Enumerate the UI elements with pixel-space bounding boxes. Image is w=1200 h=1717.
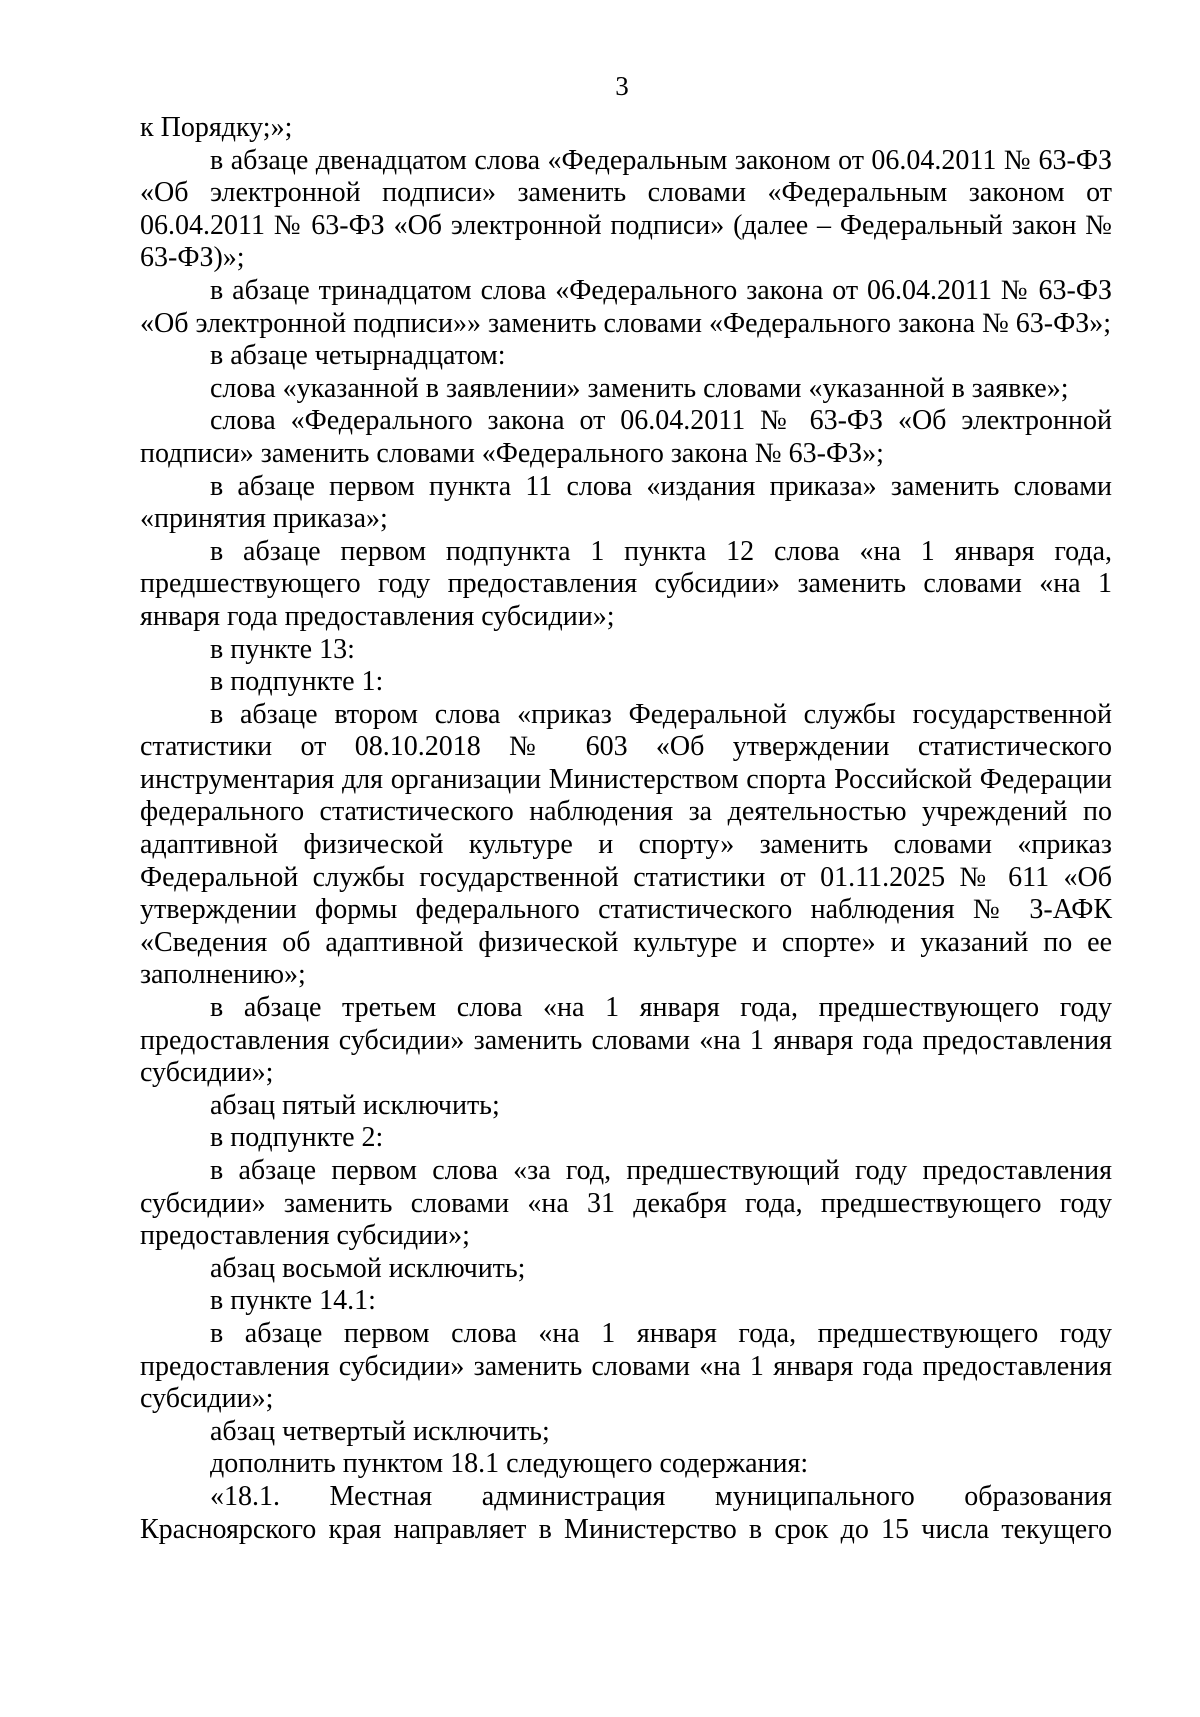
paragraph-2: в абзаце двенадцатом слова «Федеральным законом от 06.04.2011 № 63-ФЗ «Об электронной подписи» заменить словами «Федеральным законом от 06.04.2011 № 63-ФЗ «Об электронной подписи» (далее – Федеральный закон № 63-ФЗ)»;	[140, 144, 1112, 274]
paragraph-10: в подпункте 1:	[210, 666, 384, 698]
paragraph-7: в абзаце первом пункта 11 слова «издания приказа» заменить словами «принятия приказа»;	[140, 470, 1112, 535]
page-number: 3	[615, 71, 629, 101]
paragraph-21: «18.1. Местная администрация муниципального образования Красноярского края направляет в Министерство в срок до 15 числа текущего	[140, 1480, 1112, 1545]
paragraph-13: абзац пятый исключить;	[210, 1089, 500, 1121]
paragraph-11: в абзаце втором слова «приказ Федеральной службы государственной статистики от 08.10.2018 № 603 «Об утверждении статистического инструментария для организации Министерством спорта Российской Федерации федерального статистического наблюдения за деятельностью учреждений по адаптивной физической культуре и спорту» заменить словами «приказ Федеральной службы государственной статистики от 01.11.2025 № 611 «Об утверждении формы федерального статистического наблюдения № 3-АФК «Сведения об адаптивной физической культуре и спорте» и указаний по ее заполнению»;	[140, 698, 1112, 991]
paragraph-19: абзац четвертый исключить;	[210, 1415, 550, 1447]
paragraph-14: в подпункте 2:	[210, 1122, 384, 1154]
paragraph-8: в абзаце первом подпункта 1 пункта 12 слова «на 1 января года, предшествующего году предоставления субсидии» заменить словами «на 1 января года предоставления субсидии»;	[140, 535, 1112, 632]
paragraph-5: слова «указанной в заявлении» заменить словами «указанной в заявке»;	[210, 372, 1069, 404]
paragraph-1: к Порядку;»;	[140, 112, 293, 143]
paragraph-15: в абзаце первом слова «за год, предшествующий году предоставления субсидии» заменить словами «на 31 декабря года, предшествующего году предоставления субсидии»;	[140, 1155, 1112, 1252]
paragraph-18: в абзаце первом слова «на 1 января года, предшествующего году предоставления субсидии» заменить словами «на 1 января года предоставления субсидии»;	[140, 1317, 1112, 1415]
paragraph-12: в абзаце третьем слова «на 1 января года, предшествующего году предоставления субсидии» заменить словами «на 1 января года предоставления субсидии»;	[140, 992, 1112, 1089]
paragraph-9: в пункте 13:	[210, 633, 355, 665]
paragraph-17: в пункте 14.1:	[210, 1285, 376, 1317]
paragraph-16: абзац восьмой исключить;	[210, 1252, 526, 1284]
document-body	[140, 112, 1112, 1546]
paragraph-20: дополнить пунктом 18.1 следующего содержания:	[210, 1448, 809, 1480]
paragraph-4: в абзаце четырнадцатом:	[210, 340, 506, 372]
paragraph-3: в абзаце тринадцатом слова «Федерального закона от 06.04.2011 № 63-ФЗ «Об электронной подписи»» заменить словами «Федерального закона № 63-ФЗ»;	[140, 274, 1112, 339]
paragraph-6: слова «Федерального закона от 06.04.2011 № 63-ФЗ «Об электронной подписи» заменить словами «Федерального закона № 63-ФЗ»;	[140, 405, 1112, 469]
